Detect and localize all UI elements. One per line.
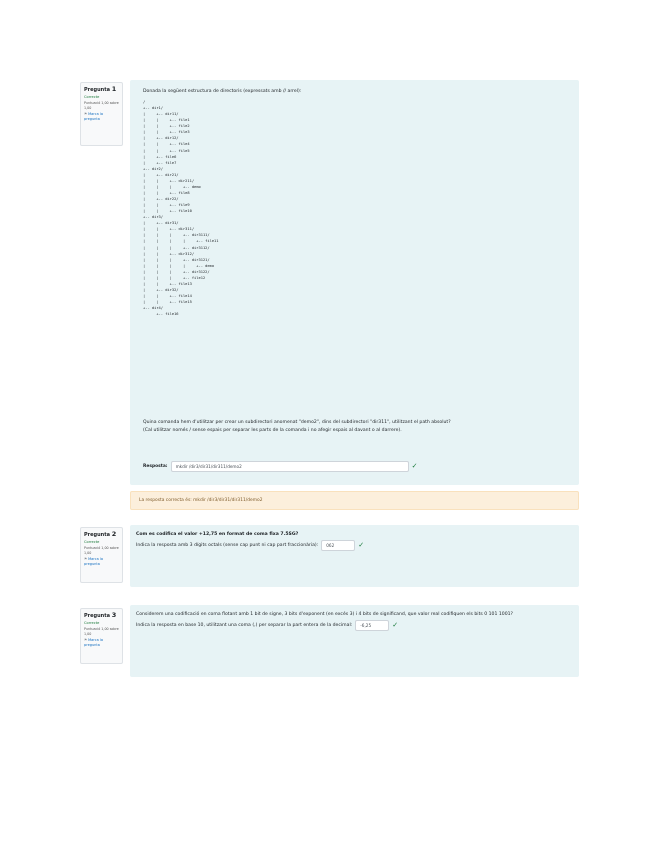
question-3-text-line2: Indica la resposta en base 10, utilitzant una coma (,) per separar la part entera de la decimal:	[136, 622, 353, 628]
answer-label: Resposta:	[143, 464, 168, 469]
question-number-prefix: Pregunta	[84, 613, 110, 619]
question-3-number	[84, 612, 119, 620]
flag-label: Marca la pregunta	[84, 557, 103, 566]
flag-icon: ⚑	[84, 638, 88, 643]
question-2-state: Correcte	[84, 540, 100, 544]
flag-icon: ⚑	[84, 112, 88, 117]
question-2-text-line2: Indica la resposta amb 3 dígits octals (sense cap punt ni cap part fraccionària):	[136, 542, 319, 548]
checkmark-icon: ✓	[411, 462, 418, 470]
question-number-value: 3	[111, 611, 117, 619]
question-1-intro: Donada la següent estructura de directoris (expressats amb // arrel):	[143, 89, 302, 94]
question-number-value: 2	[111, 530, 117, 538]
question-1-text-line1: Quina comanda hem d'utilitzar per crear un subdirectori anomenat "demo2", dins del subdirectori "dir311", utilitzant el path absolut?	[143, 420, 451, 425]
question-1-answer-row	[143, 461, 417, 472]
question-3-grade: Puntuació 1,00 sobre 1,00	[84, 627, 119, 636]
question-3-flag-link[interactable]	[84, 638, 119, 647]
question-1-answer-input[interactable]: mkdir /dir3/dir31/dir311/demo2	[171, 461, 409, 472]
question-number-value: 1	[111, 85, 117, 93]
question-1-flag-link[interactable]	[84, 112, 119, 121]
question-3-answer-input[interactable]: -6,25	[355, 620, 389, 631]
question-3-state: Correcte	[84, 621, 100, 625]
question-2-text-line1: Com es codifica el valor +12,75 en format de coma fixa 7.5SG?	[136, 532, 299, 537]
flag-icon: ⚑	[84, 557, 88, 562]
question-2-answer-input[interactable]: 062	[321, 540, 355, 551]
question-3-text-line1: Considerem una codificació en coma flotant amb 1 bit de signe, 3 bits d'exponent (en excés 3) i 4 bits de significand, que valor real codifiquen els bits 0 101 1001?	[136, 612, 513, 617]
question-number-prefix: Pregunta	[84, 87, 110, 93]
question-3-info	[80, 608, 123, 664]
question-1-info	[80, 82, 123, 146]
checkmark-icon: ✓	[392, 621, 399, 629]
question-3-answer-row	[136, 620, 398, 631]
question-2-flag-link[interactable]	[84, 557, 119, 566]
directory-tree: / +-- dir1/ | +-- dir11/ | | +-- file1 | | +-- file2 | | +-- file3 | +-- dir12/ | | +-- file4 | | +-- file5 | +-- file6 | +-- file7 +-- dir2/ | +-- dir21/ | | +-- dir211/ | | | +-- demo | | +-- file8 | +-- dir22/ | | +-- file9 | | +-- file10 +-- dir3/ | +-- dir31/ | | +-- dir311/ | | | +-- dir3111/ | | | | +-- file11 | | | +-- dir3112/ | | +-- dir312/ | | | +-- dir3121/ | | | | +-- demo | | | +-- dir3122/ | | | +-- file12 | | +-- file13 | +-- dir32/ | | +-- file14 | | +-- file15 +-- dir4/ +-- file16	[143, 100, 219, 317]
question-2-grade: Puntuació 1,00 sobre 1,00	[84, 546, 119, 555]
flag-label: Marca la pregunta	[84, 112, 103, 121]
question-1-state: Correcte	[84, 95, 100, 99]
question-number-prefix: Pregunta	[84, 532, 110, 538]
flag-label: Marca la pregunta	[84, 638, 103, 647]
question-1-feedback: La resposta correcta és: mkdir /dir3/dir31/dir311/demo2	[130, 491, 579, 510]
question-2-number	[84, 531, 119, 539]
question-2-info	[80, 527, 123, 583]
question-1-text-line2: (Cal utilitzar només / sense espais per separar les parts de la comanda i no afegir espais al davant o al darrere).	[143, 428, 402, 433]
question-1-grade: Puntuació 1,00 sobre 1,00	[84, 101, 119, 110]
question-1-number	[84, 86, 119, 94]
question-2-answer-row	[136, 540, 364, 551]
checkmark-icon: ✓	[358, 541, 365, 549]
